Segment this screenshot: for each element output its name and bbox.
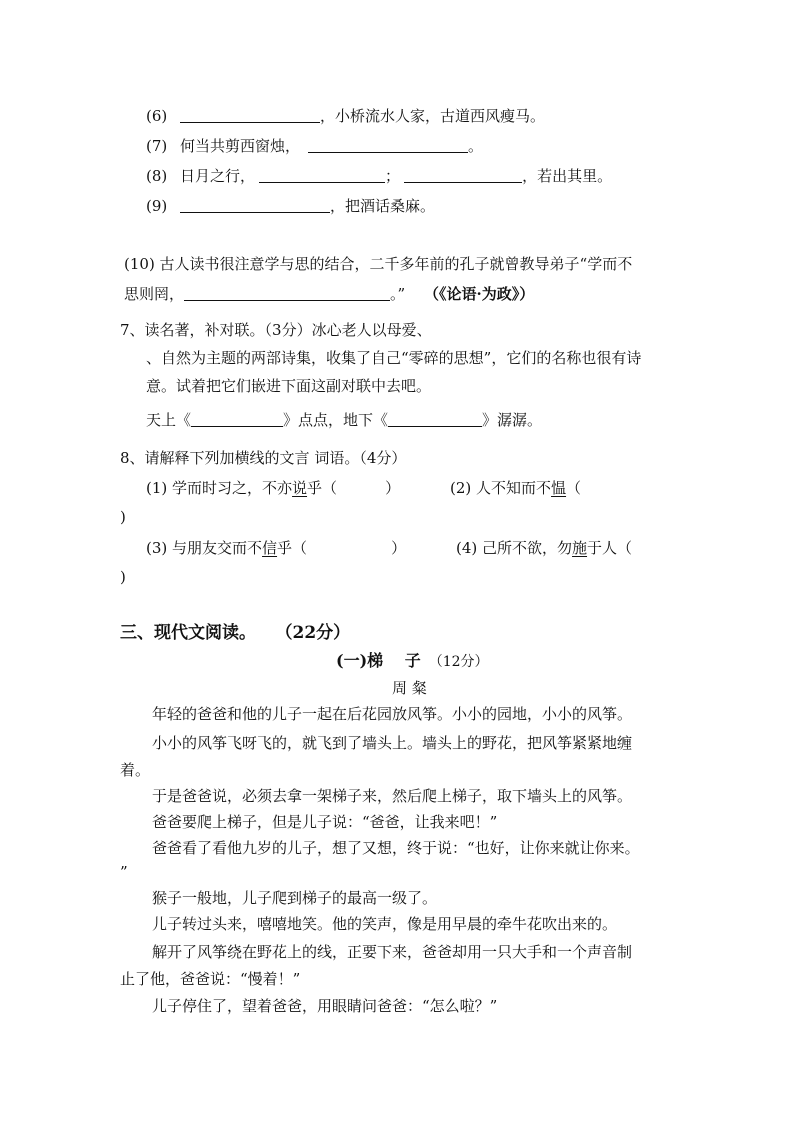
- poem-q8: [146, 166, 612, 186]
- q6-number: (6): [146, 107, 168, 125]
- q8-item-1-close: ）: [385, 479, 401, 497]
- q7-blank[interactable]: [308, 137, 468, 153]
- q8-end: ，若出其里。: [522, 167, 613, 185]
- q6-blank[interactable]: [180, 107, 320, 123]
- q8-item-3-text: (3) 与朋友交而不: [146, 539, 263, 557]
- q7-line-2: 、自然为主题的两部诗集，收集了自己“零碎的思想”，它们的名称也很有诗: [146, 349, 642, 367]
- q8-row-1: [146, 478, 400, 498]
- story-title-text: (一)梯 子: [336, 651, 421, 670]
- q8-item-2-close: ): [120, 508, 126, 526]
- story-paragraph-8-cont: 止了他，爸爸说：“慢着！”: [120, 970, 301, 988]
- q8-blank-2[interactable]: [404, 167, 522, 183]
- q8-item-4-word: 施: [572, 539, 588, 557]
- q8-item-4-text: (4) 己所不欲，勿: [456, 539, 573, 557]
- q10-text: 思则罔，: [124, 285, 185, 303]
- story-paragraph-8: 解开了风筝绕在野花上的线，正要下来，爸爸却用一只大手和一个声音制: [152, 943, 633, 961]
- story-paragraph-6: 猴子一般地，儿子爬到梯子的最高一级了。: [152, 889, 438, 907]
- story-paragraph-1: 年轻的爸爸和他的儿子一起在后花园放风筝。小小的园地，小小的风筝。: [152, 705, 633, 723]
- story-paragraph-5: 爸爸看了看他九岁的儿子，想了又想，终于说：“也好，让你来就让你来。: [152, 839, 640, 857]
- q7-heading: 7、读名著，补对联。（3分）冰心老人以母爱、: [120, 321, 432, 339]
- q7-couplet: [146, 410, 542, 430]
- story-score: （12分）: [428, 654, 489, 670]
- poem-q9: [146, 196, 435, 216]
- q10-line-2: [124, 284, 534, 304]
- story-author: 周 粲: [392, 679, 427, 697]
- q8-item-3-word: 信: [262, 539, 278, 557]
- poem-q6: [146, 106, 545, 126]
- q8-text: 日月之行，: [180, 167, 256, 185]
- q8-item-3-close: ）: [391, 539, 407, 557]
- q6-text: ，小桥流水人家，古道西风瘦马。: [320, 107, 546, 125]
- q8-number: (8): [146, 167, 168, 185]
- q7-number: (7): [146, 137, 168, 155]
- q10-end: 。”: [390, 285, 406, 303]
- q8-item-1-text: (1) 学而时习之，不亦: [146, 479, 293, 497]
- q8-item-2-open: （: [566, 479, 582, 497]
- q8-blank-1[interactable]: [259, 167, 385, 183]
- poem-q7: [146, 136, 483, 156]
- q9-text: ，把酒话桑麻。: [330, 197, 436, 215]
- story-paragraph-4: 爸爸要爬上梯子，但是儿子说：“爸爸，让我来吧！”: [152, 813, 498, 831]
- q7-end: 。: [468, 137, 484, 155]
- story-paragraph-5-cont: ”: [120, 863, 128, 881]
- q7-text: 何当共剪西窗烛，: [180, 137, 301, 155]
- q8-item-4-close: ): [120, 568, 126, 586]
- q8-item-1-word: 说: [292, 479, 308, 497]
- couplet-blank-2[interactable]: [388, 411, 482, 427]
- q8-item-2: [450, 478, 581, 498]
- q8-row-2: [146, 538, 406, 558]
- couplet-part-2: 》点点，地下《: [283, 411, 389, 429]
- q9-blank[interactable]: [180, 197, 330, 213]
- story-paragraph-9: 儿子停住了，望着爸爸，用眼睛问爸爸：“怎么啦？”: [152, 997, 498, 1015]
- q8-item-3-open: 乎（: [277, 539, 308, 557]
- q8-item-4-open: 于人（: [587, 539, 633, 557]
- couplet-blank-1[interactable]: [191, 411, 283, 427]
- q10-blank[interactable]: [184, 285, 390, 301]
- q7-line-3: 意。试着把它们嵌进下面这副对联中去吧。: [146, 377, 432, 395]
- q8-heading: 8、请解释下列加横线的文言 词语。（4分）: [120, 449, 407, 467]
- section-3-heading: [120, 622, 350, 644]
- section-3-title: 三、现代文阅读。: [120, 623, 256, 643]
- story-paragraph-7: 儿子转过头来，嘻嘻地笑。他的笑声，像是用早晨的牵牛花吹出来的。: [152, 915, 618, 933]
- q8-item-4: [456, 538, 632, 558]
- q8-semicolon: ；: [385, 167, 401, 185]
- couplet-part-1: 天上《: [146, 411, 192, 429]
- story-title: [336, 650, 489, 673]
- q8-item-2-word: 愠: [551, 479, 567, 497]
- q9-number: (9): [146, 197, 168, 215]
- q8-item-1-open: 乎（: [307, 479, 338, 497]
- story-paragraph-3: 于是爸爸说，必须去拿一架梯子来，然后爬上梯子，取下墙头上的风筝。: [152, 787, 633, 805]
- story-paragraph-2: 小小的风筝飞呀飞的，就飞到了墙头上。墙头上的野花，把风筝紧紧地缠: [152, 734, 633, 752]
- section-3-score: （22分）: [284, 623, 351, 643]
- story-paragraph-2-cont: 着。: [120, 761, 151, 779]
- q10-line-1: (10) 古人读书很注意学与思的结合，二千多年前的孔子就曾教导弟子“学而不: [124, 255, 633, 273]
- q8-item-2-text: (2) 人不知而不: [450, 479, 552, 497]
- couplet-part-3: 》潺潺。: [482, 411, 543, 429]
- q10-source: （《论语·为政》）: [423, 285, 535, 303]
